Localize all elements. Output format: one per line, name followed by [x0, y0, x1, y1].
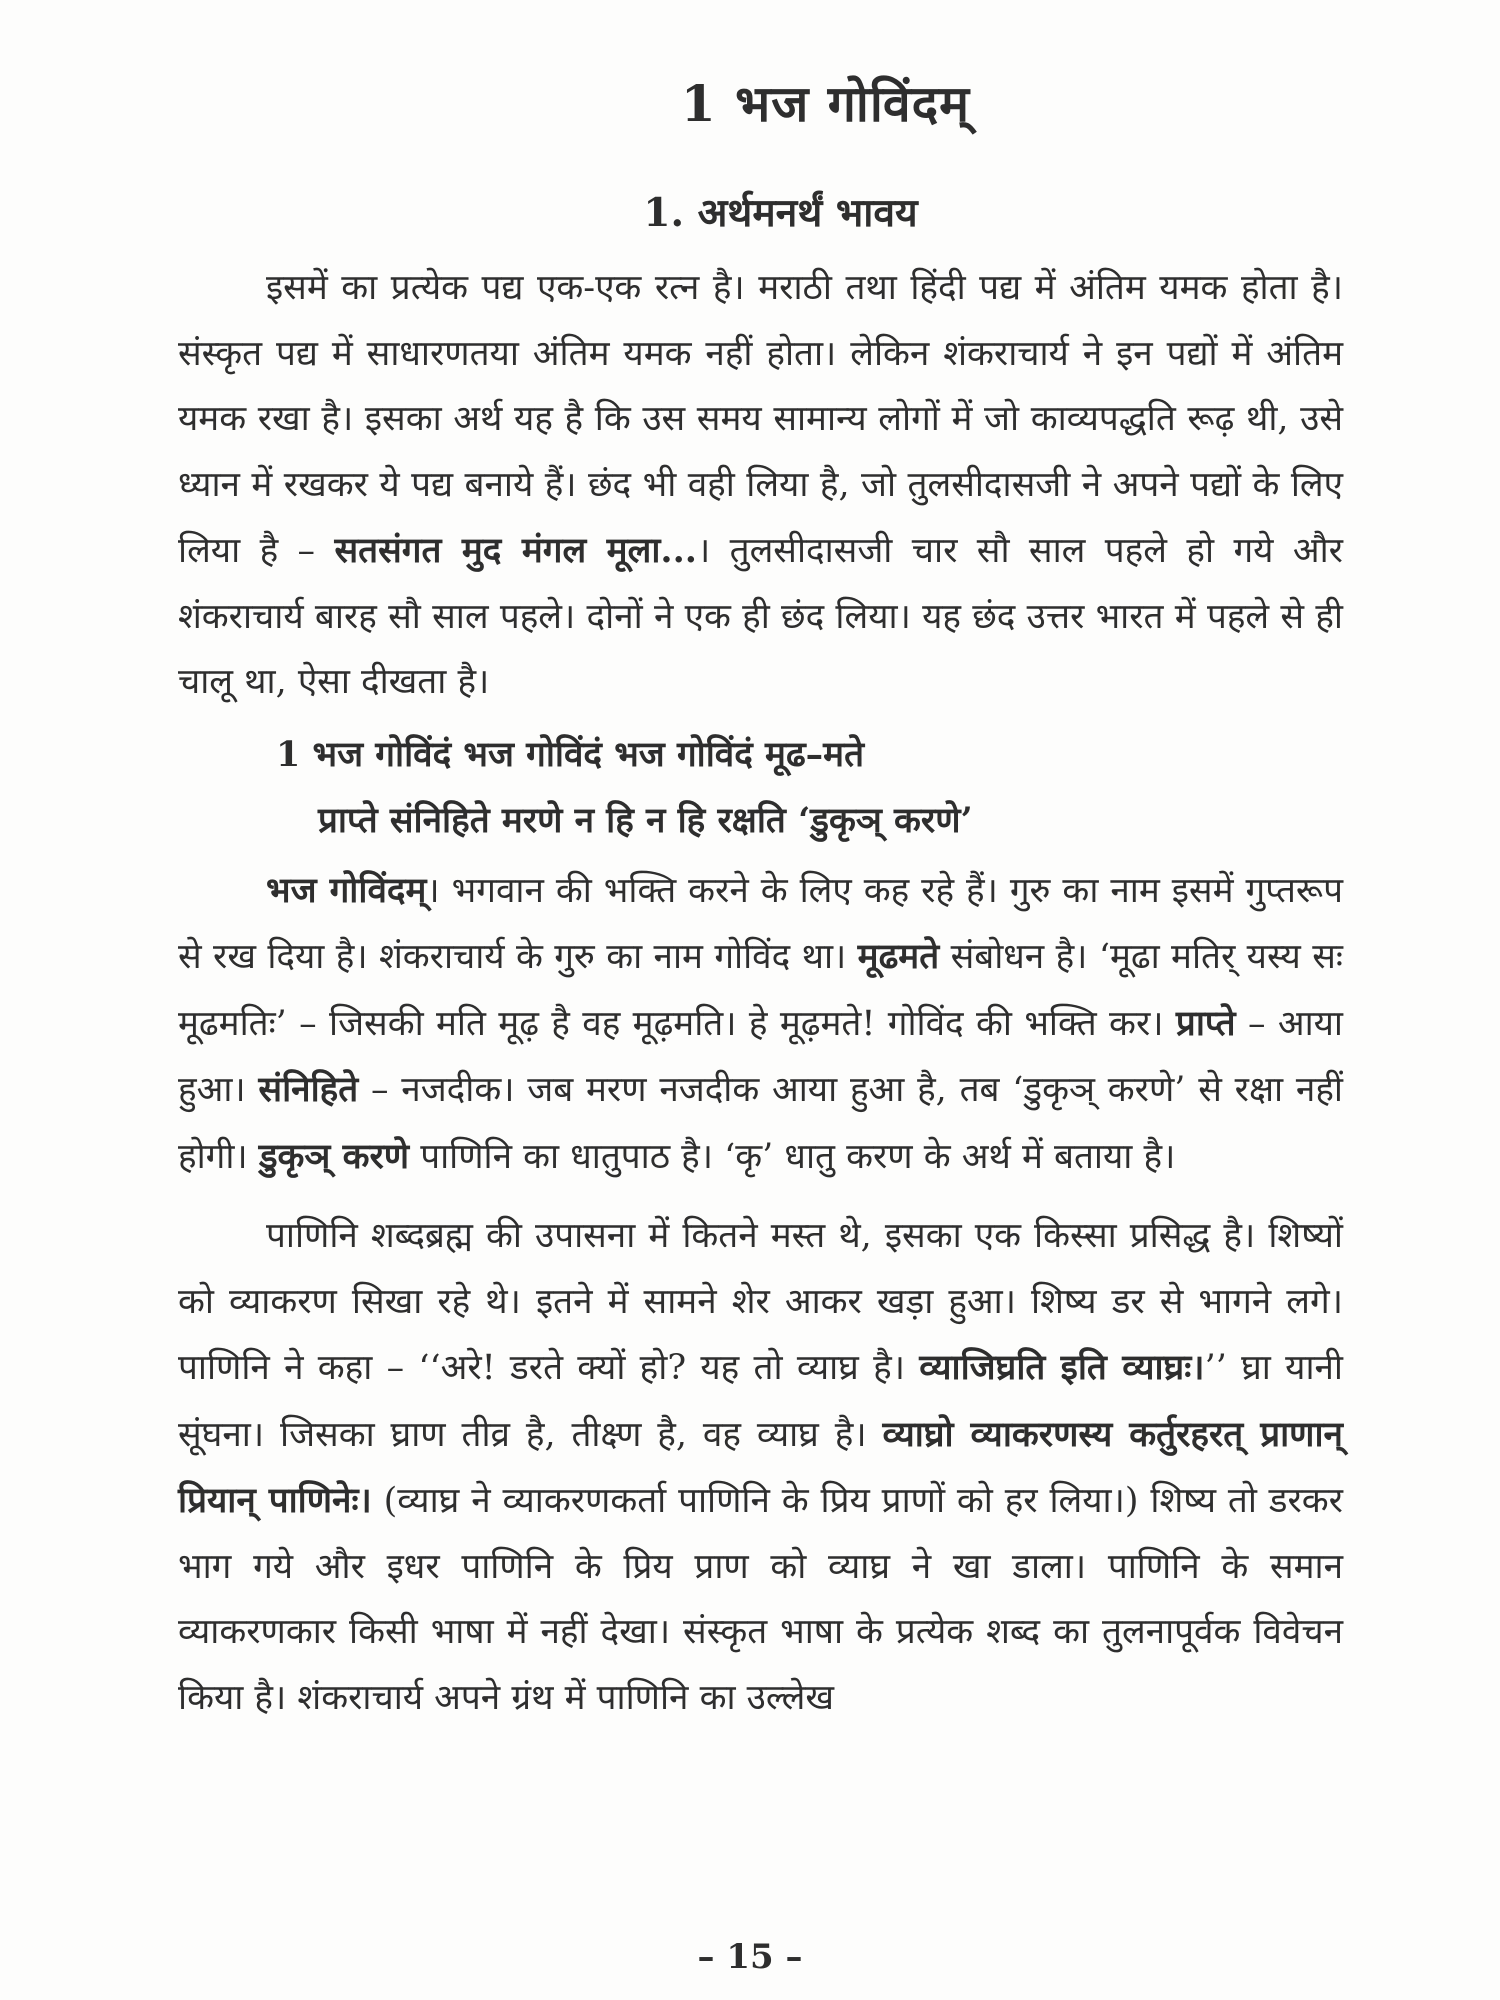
term-prapte: प्राप्ते [1175, 1002, 1236, 1044]
tulsidas-quote: सतसंगत मुद मंगल मूला... [334, 530, 697, 571]
term-mudhamate: मूढमते [857, 936, 940, 977]
page-content [178, 58, 1343, 1731]
verse-1 [178, 722, 1343, 854]
paragraph-commentary [178, 858, 1343, 1191]
verse-line-2: प्राप्ते संनिहिते मरणे न हि न हि रक्षति ‘डुकृञ् करणे’ [318, 799, 973, 841]
section-title: 1. अर्थमनर्थं भावय [643, 190, 918, 236]
commentary-text-4: – नजदीक। जब मरण नजदीक आया हुआ है, तब ‘डुकृञ् करणे’ से रक्षा नहीं होगी। [178, 1070, 1343, 1177]
commentary-text-5: पाणिनि का धातुपाठ है। ‘कृ’ धातु करण के अर्थ में बताया है। [420, 1136, 1176, 1177]
page-number: – 15 – [697, 1937, 803, 1977]
panini-text-2: ’’ घ्रा यानी सूंघना। जिसका घ्राण तीव्र है, तीक्ष्ण है, वह व्याघ्र है। [178, 1348, 1343, 1455]
commentary-text-2: संबोधन है। ‘मूढा मतिर् यस्य सः मूढमतिः’ – जिसकी मति मूढ़ है वह मूढ़मति। हे मूढ़मते! गोविंद की भक्ति कर। [178, 937, 1343, 1044]
verse-line-1: 1 भज गोविंदं भज गोविंदं भज गोविंदं मूढ–मते [276, 733, 865, 775]
quote-vyaghro: व्याघ्रो व्याकरणस्य कर्तुरहरत् प्राणान् प्रियान् पाणिनेः। [178, 1413, 1343, 1521]
chapter-title: 1 भज गोविंदम् [680, 74, 971, 133]
commentary-text-1: । भगवान की भक्ति करने के लिए कह रहे हैं। गुरु का नाम इसमें गुप्तरूप से रख दिया है। शंकराचार्य के गुरु का नाम गोविंद था। [178, 870, 1343, 977]
term-bhaj-govindam: भज गोविंदम् [266, 869, 427, 911]
commentary-text-3: – आया हुआ। [178, 1003, 1343, 1110]
paragraph-intro-rest: । तुलसीदासजी चार सौ साल पहले हो गये और शंकराचार्य बारह सौ साल पहले। दोनों ने एक ही छंद लिया। यह छंद उत्तर भारत में पहले से ही चालू था, ऐसा दीखता है। [178, 531, 1343, 702]
paragraph-intro-text: इसमें का प्रत्येक पद्य एक-एक रत्न है। मराठी तथा हिंदी पद्य में अंतिम यमक होता है। संस्कृत पद्य में साधारणतया अंतिम यमक नहीं होता। लेकिन शंकराचार्य ने इन पद्यों में अंतिम यमक रखा है। इसका अर्थ यह है कि उस समय सामान्य लोगों में जो काव्यपद्धति रूढ़ थी, उसे ध्यान में रखकर ये पद्य बनाये हैं। छंद भी वही लिया है, जो तुलसीदासजी ने अपने पद्यों के लिए लिया है – [178, 268, 1343, 571]
term-sannihite: संनिहिते [258, 1069, 359, 1110]
quote-vyajighrati: व्याजिघ्रति इति व्याघ्रः। [919, 1347, 1205, 1388]
paragraph-intro [178, 256, 1343, 716]
panini-text-3: (व्याघ्र ने व्याकरणकर्ता पाणिनि के प्रिय प्राणों को हर लिया।) शिष्य तो डरकर भाग गये और इधर पाणिनि के प्रिय प्राण को व्याघ्र ने खा डाला। पाणिनि के समान व्याकरणकार किसी भाषा में नहीं देखा। संस्कृत भाषा के प्रत्येक शब्द का तुलनापूर्वक विवेचन किया है। शंकराचार्य अपने ग्रंथ में पाणिनि का उल्लेख [178, 1481, 1344, 1718]
paragraph-panini [178, 1204, 1343, 1731]
panini-text-1: पाणिनि शब्दब्रह्म की उपासना में कितने मस्त थे, इसका एक किस्सा प्रसिद्ध है। शिष्यों को व्याकरण सिखा रहे थे। इतने में सामने शेर आकर खड़ा हुआ। शिष्य डर से भागने लगे। पाणिनि ने कहा – ‘‘अरे! डरते क्यों हो? यह तो व्याघ्र है। [178, 1216, 1343, 1388]
term-dukrin-karane: डुकृञ् करणे [258, 1135, 410, 1177]
